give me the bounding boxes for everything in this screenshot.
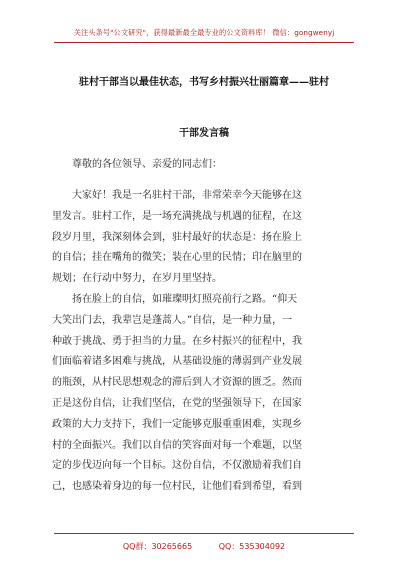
footer-divider (54, 533, 354, 534)
paragraph-2 (52, 290, 360, 498)
paragraph-line: 村的全面振兴。我们以自信的笑容面对每一个难题，以坚 (52, 439, 302, 451)
greeting: 尊敬的各位领导、亲爱的同志们： (72, 159, 222, 170)
header-divider (54, 42, 354, 43)
paragraph-line: 扬在脸上的自信，如璀璨明灯照亮前行之路。“仰天 (72, 294, 298, 305)
paragraph-line: 里发言。驻村工作，是一场充满挑战与机遇的征程，在这 (52, 210, 302, 222)
paragraph-line: 大笑出门去，我辈岂是蓬蒿人。”自信，是一种力量，一 (52, 314, 293, 326)
paragraph-line: 规划；在行动中努力，在岁月里坚持。 (52, 273, 222, 285)
paragraph-line: 段岁月里，我深刻体会到，驻村最好的状态是：扬在脸上 (52, 231, 302, 243)
paragraph-line: 正是这份自信，让我们坚信，在党的坚强领导下，在国家 (52, 397, 302, 409)
document-title-line-1: 驻村干部当以最佳状态，书写乡村振兴壮丽篇章——驻村 (79, 77, 329, 88)
paragraph-1 (52, 186, 360, 290)
paragraph-line: 大家好！我是一名驻村干部，非常荣幸今天能够在这 (72, 190, 302, 201)
paragraph-line: 们面临着诸多困难与挑战，从基础设施的薄弱到产业发展 (52, 356, 302, 368)
paragraph-line: 的瓶颈，从村民思想观念的滞后到人才资源的匮乏。然而 (52, 377, 302, 389)
paragraph-line: 己，也感染着身边的每一位村民，让他们看到希望，看到 (52, 481, 302, 493)
header-banner: 关注头条号"公文研究"，获得最新最全最专业的公文资料库！ 微信：gongwenyj (73, 28, 335, 37)
paragraph-line: 定的步伐迈向每一个目标。这份自信，不仅激励着我们自 (52, 460, 302, 472)
footer-qq-group: QQ群：30265665 (122, 542, 193, 551)
footer-qq-contact: QQ：535304092 (218, 542, 286, 551)
footer (0, 541, 408, 552)
paragraph-line: 的自信；挂在嘴角的微笑；装在心里的民情；印在脑里的 (52, 252, 302, 264)
paragraph-line: 政策的大力支持下，我们一定能够克服重重困难，实现乡 (52, 418, 302, 430)
paragraph-line: 种敢于挑战、勇于担当的力量。在乡村振兴的征程中，我 (52, 335, 302, 347)
document-title-line-2: 干部发言稿 (179, 128, 229, 139)
